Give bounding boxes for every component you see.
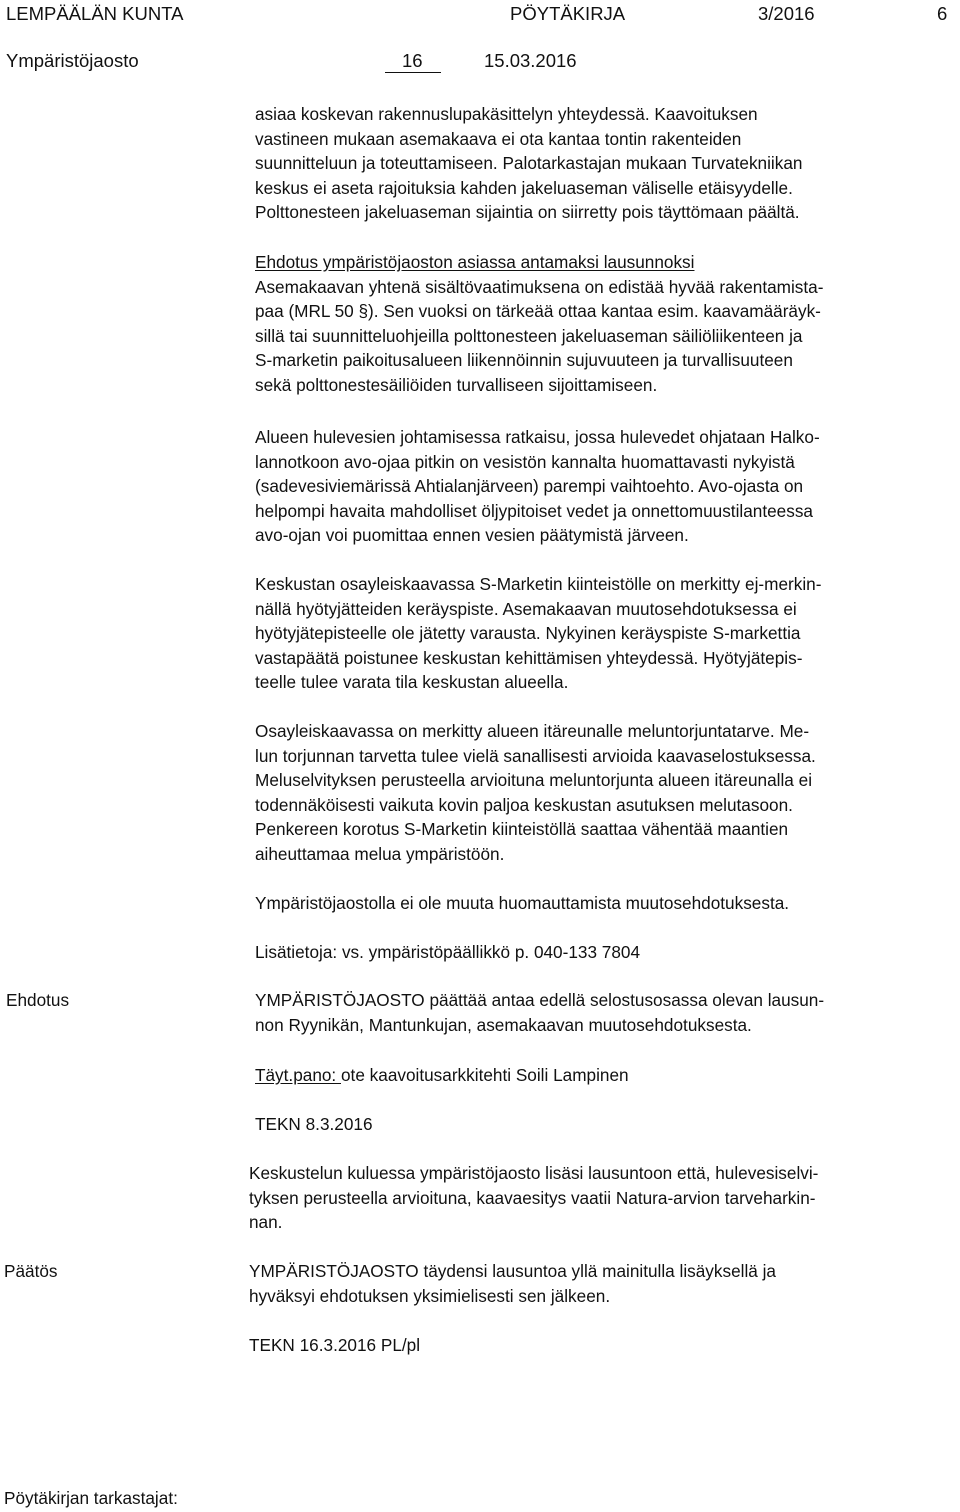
- text-line: tyksen perusteella arvioituna, kaavaesitys vaatii Natura-arvion tarveharkin-: [249, 1187, 816, 1208]
- text-line: lannotkoon avo-ojaa pitkin on vesistön kannalta huomattavasti nykyistä: [255, 451, 795, 472]
- text-line: lun torjunnan tarvetta tulee vielä sanallisesti arvioida kaavaselostuksessa.: [255, 745, 816, 766]
- text-line: helpompi havaita mahdolliset öljypitoiset vedet ja onnettomuustilanteessa: [255, 500, 813, 521]
- more-info: Lisätietoja: vs. ympäristöpäällikkö p. 040-133 7804: [255, 942, 641, 962]
- text-line: sillä tai suunnitteluohjeilla polttonesteen jakeluaseman säiliöliikenteen ja: [255, 325, 803, 346]
- text-line: asiaa koskevan rakennuslupakäsittelyn yhteydessä. Kaavoituksen: [255, 104, 758, 124]
- discussion-paragraph: [249, 1161, 818, 1235]
- text-line: Polttonesteen jakeluaseman sijaintia on siirretty pois täyttömaan päältä.: [255, 202, 800, 222]
- proposal-heading: Ehdotus ympäristöjaoston asiassa antamaksi lausunnoksi: [255, 252, 695, 272]
- stormwater-paragraph: [255, 425, 820, 548]
- noise-paragraph: [255, 719, 816, 866]
- text-line: teelle tulee varata tila keskustan alueella.: [255, 672, 569, 692]
- text-line: paa (MRL 50 §). Sen vuoksi on tärkeää ottaa kantaa esim. kaavamääräyk-: [255, 301, 821, 321]
- text-line: YMPÄRISTÖJAOSTO täydensi lausuntoa yllä mainitulla lisäyksellä ja: [249, 1261, 776, 1281]
- document-number: 3/2016: [758, 3, 815, 24]
- text-line: nällä hyötyjätteiden keräyspiste. Asemakaavan muutosehdotuksessa ei: [255, 598, 797, 619]
- ehdotus-label: Ehdotus: [6, 990, 70, 1010]
- text-line: (sadevesiviemärissä Ahtialanjärveen) parempi vaihtoehto. Avo-ojasta on: [255, 476, 804, 496]
- ehdotus-text: [255, 988, 824, 1037]
- text-line: vastapäätä poistunee keskustan kehittämisen yhteydessä. Hyötyjätepis-: [255, 647, 803, 668]
- tekn-signature-2: TEKN 16.3.2016 PL/pl: [249, 1335, 421, 1355]
- page-number: 6: [937, 3, 948, 24]
- text-line: Keskustan osayleiskaavassa S-Marketin kiinteistölle on merkitty ej-merkin-: [255, 574, 822, 594]
- text-line: Meluselvityksen perusteella arvioituna meluntorjunta alueen itäreunalla ei: [255, 770, 813, 790]
- text-line: Asemakaavan yhtenä sisältövaatimuksena on edistää hyvää rakentamista-: [255, 276, 824, 297]
- text-line: YMPÄRISTÖJAOSTO päättää antaa edellä selostusosassa olevan lausun-: [255, 990, 825, 1010]
- recycling-paragraph: [255, 572, 821, 695]
- body-name: Ympäristöjaosto: [6, 50, 139, 71]
- proposal-paragraph: [255, 250, 823, 397]
- text-line: Alueen hulevesien johtamisessa ratkaisu, jossa hulevedet ohjataan Halko-: [255, 427, 820, 447]
- text-line: nan.: [249, 1212, 283, 1232]
- text-line: hyväksyi ehdotuksen yksimielisesti sen jälkeen.: [249, 1285, 611, 1306]
- execution-line: [255, 1063, 629, 1088]
- text-line: todennäköisesti vaikuta kovin paljoa keskustan asutuksen melutasoon.: [255, 794, 793, 815]
- document-type: PÖYTÄKIRJA: [510, 3, 626, 24]
- section-number: 16: [402, 50, 423, 71]
- text-line: sekä polttonestesäiliöiden turvalliseen sijoittamiseen.: [255, 374, 658, 395]
- text-line: Penkereen korotus S-Marketin kiinteistöllä saattaa vähentää maantien: [255, 819, 789, 839]
- execution-label: Täyt.pano:: [255, 1065, 341, 1085]
- municipality-name: LEMPÄÄLÄN KUNTA: [6, 3, 184, 24]
- section-underline: [385, 72, 441, 73]
- execution-text: ote kaavoitusarkkitehti Soili Lampinen: [341, 1065, 629, 1085]
- minutes-reviewers-label: Pöytäkirjan tarkastajat:: [4, 1488, 178, 1508]
- paatos-text: [249, 1259, 776, 1308]
- text-line: S-marketin paikoitusalueen liikennöinnin sujuvuuteen ja turvallisuuteen: [255, 350, 793, 370]
- paragraph-1: [255, 102, 802, 225]
- text-line: vastineen mukaan asemakaava ei ota kantaa tontin rakenteiden: [255, 128, 742, 149]
- meeting-date: 15.03.2016: [484, 50, 577, 71]
- text-line: hyötyjätepisteelle ole jätetty varausta. Nykyinen keräyspiste S-markettia: [255, 623, 801, 643]
- text-line: Keskustelun kuluessa ympäristöjaosto lisäsi lausuntoon että, hulevesiselvi-: [249, 1163, 819, 1183]
- text-line: avo-ojan voi puomittaa ennen vesien päätymistä järveen.: [255, 525, 689, 545]
- paatos-label: Päätös: [4, 1261, 58, 1281]
- text-line: suunnitteluun ja toteuttamiseen. Palotarkastajan mukaan Turvatekniikan: [255, 153, 803, 173]
- text-line: non Ryynikän, Mantunkujan, asemakaavan muutosehdotuksesta.: [255, 1014, 752, 1035]
- tekn-signature-1: TEKN 8.3.2016: [255, 1114, 373, 1134]
- text-line: Osayleiskaavassa on merkitty alueen itäreunalle meluntorjuntatarve. Me-: [255, 721, 810, 741]
- text-line: aiheuttamaa melua ympäristöön.: [255, 843, 505, 864]
- no-further-remarks: Ympäristöjaostolla ei ole muuta huomauttamista muutosehdotuksesta.: [255, 893, 790, 913]
- text-line: keskus ei aseta rajoituksia kahden jakeluaseman väliselle etäisyydelle.: [255, 177, 793, 198]
